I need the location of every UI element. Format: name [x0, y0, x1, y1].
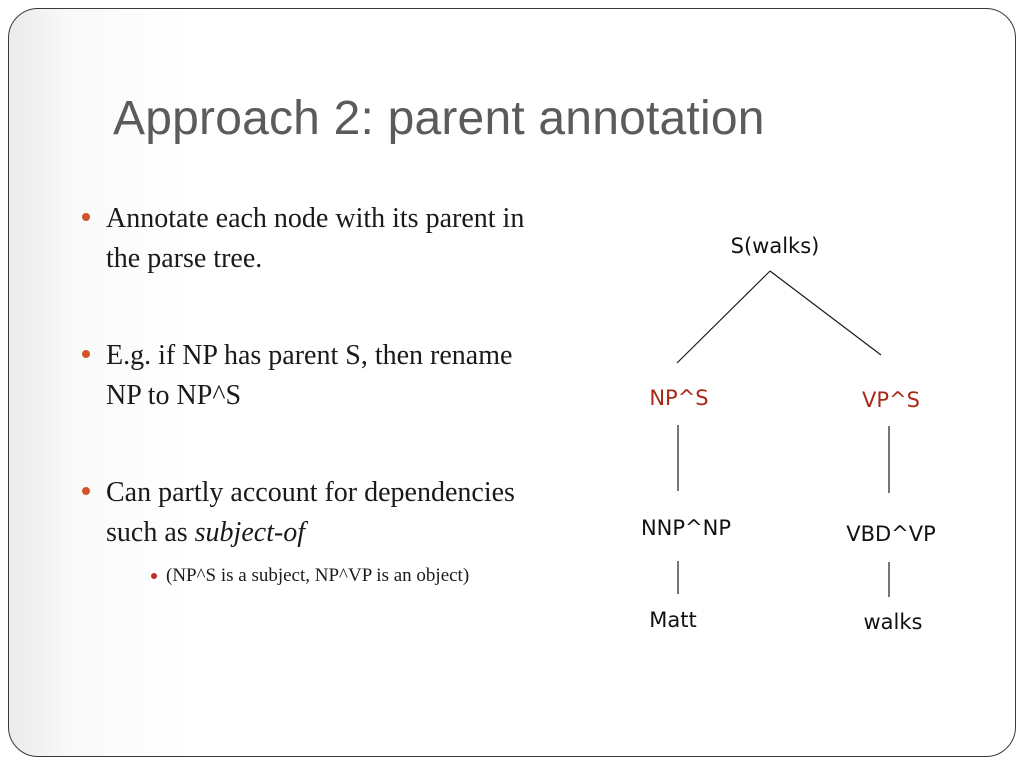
slide-title: Approach 2: parent annotation — [113, 92, 765, 145]
tree-leaf-walks: walks — [863, 610, 923, 634]
bullet-text: Can partly account for dependencies such as — [106, 477, 515, 548]
bullet-emphasis: subject-of — [194, 517, 306, 548]
tree-node-nnp-np: NNP^NP — [640, 516, 732, 540]
tree-node-vbd-vp: VBD^VP — [846, 522, 936, 546]
tree-node-np-s: NP^S — [649, 386, 709, 410]
parse-tree-diagram — [9, 9, 1016, 757]
bullet-text: Annotate each node with its parent in the parse tree. — [106, 203, 525, 274]
tree-node-root: S(walks) — [730, 234, 820, 258]
tree-node-vp-s: VP^S — [862, 388, 920, 412]
slide — [8, 8, 1016, 757]
sub-bullet-text: (NP^S is a subject, NP^VP is an object) — [166, 565, 470, 586]
bullet-text: E.g. if NP has parent S, then rename NP to NP^S — [106, 340, 513, 411]
tree-leaf-matt: Matt — [649, 608, 697, 632]
tree-edge — [770, 271, 881, 355]
tree-edge — [677, 271, 770, 363]
